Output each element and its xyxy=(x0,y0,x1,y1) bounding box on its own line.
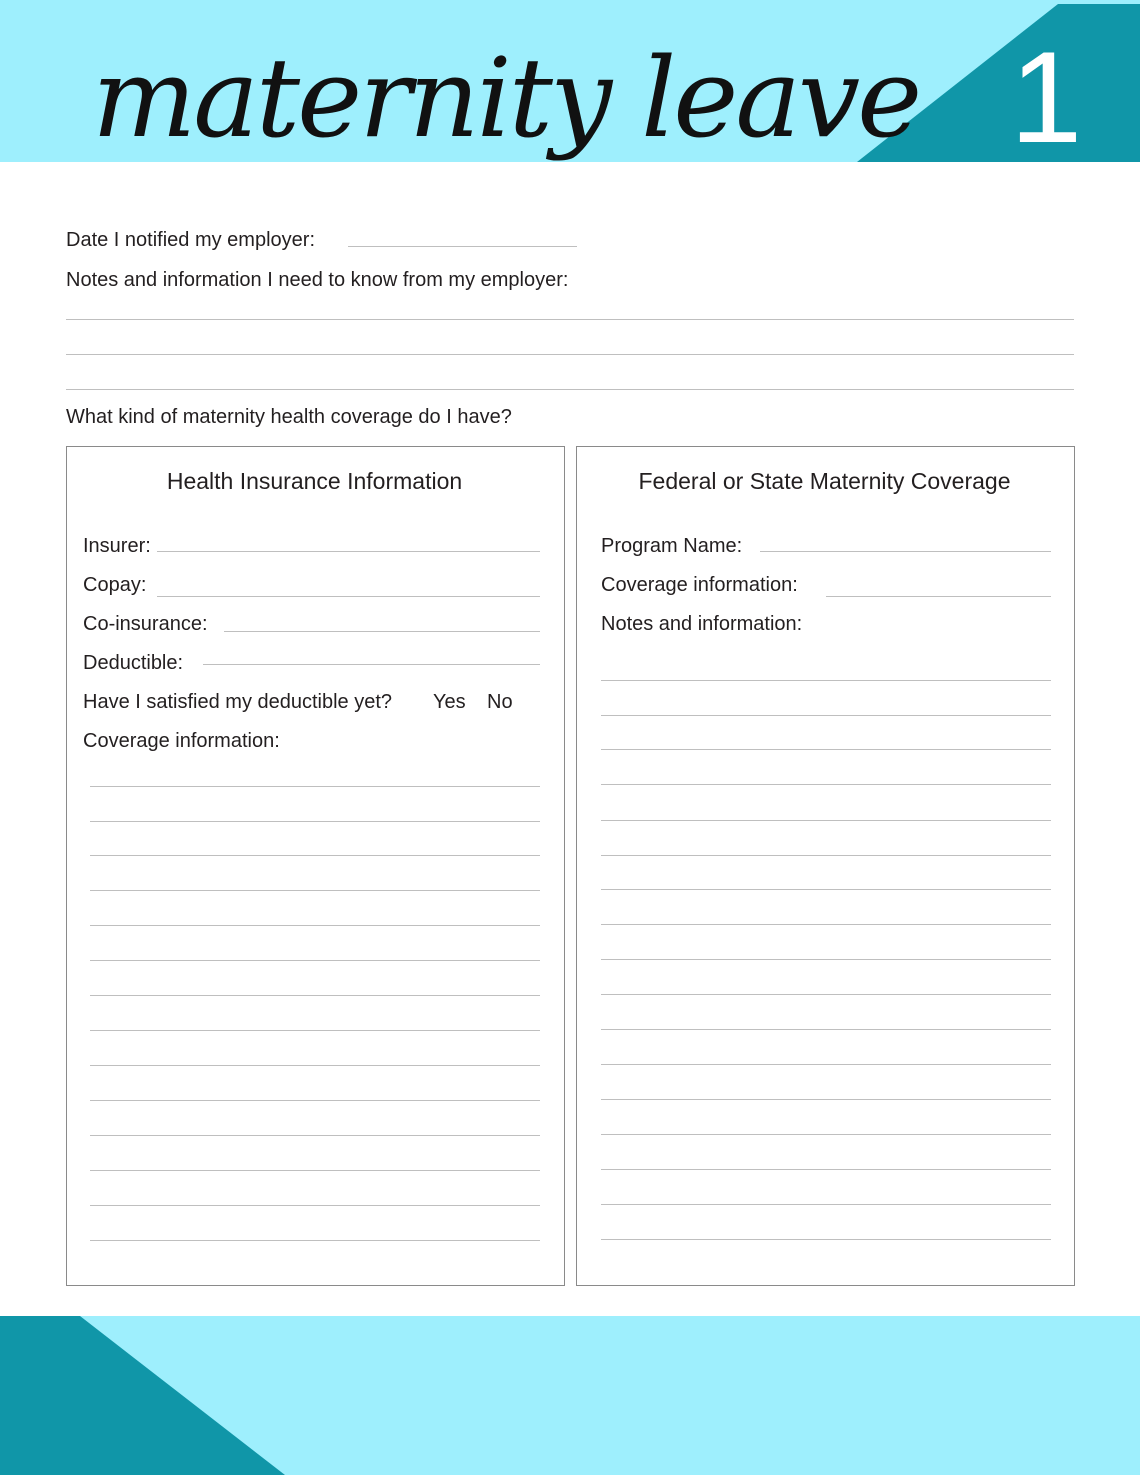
left-coverage-line[interactable] xyxy=(90,1065,540,1066)
footer-accent-shape xyxy=(0,1316,285,1475)
page-title: maternity leave xyxy=(92,34,920,162)
right-notes-line[interactable] xyxy=(601,855,1051,856)
left-coverage-line[interactable] xyxy=(90,925,540,926)
left-coverage-line[interactable] xyxy=(90,1135,540,1136)
right-notes-line[interactable] xyxy=(601,1134,1051,1135)
date-notified-label: Date I notified my employer: xyxy=(66,229,315,251)
deductible-yes-option[interactable]: Yes xyxy=(433,691,466,713)
coinsurance-field[interactable] xyxy=(224,631,540,632)
coverage-question-label: What kind of maternity health coverage do I have? xyxy=(66,406,512,428)
health-insurance-panel xyxy=(66,446,565,1286)
state-coverage-panel xyxy=(576,446,1075,1286)
right-notes-line[interactable] xyxy=(601,715,1051,716)
copay-field[interactable] xyxy=(157,596,540,597)
program-name-field[interactable] xyxy=(760,551,1051,552)
right-notes-line[interactable] xyxy=(601,959,1051,960)
employer-notes-line-2[interactable] xyxy=(66,354,1074,355)
right-coverage-info-field[interactable] xyxy=(826,596,1051,597)
right-notes-line[interactable] xyxy=(601,1029,1051,1030)
right-notes-line[interactable] xyxy=(601,994,1051,995)
right-notes-line[interactable] xyxy=(601,1239,1051,1240)
left-coverage-line[interactable] xyxy=(90,1030,540,1031)
right-notes-line[interactable] xyxy=(601,1099,1051,1100)
insurer-label: Insurer: xyxy=(83,535,151,557)
left-coverage-line[interactable] xyxy=(90,821,540,822)
right-notes-line[interactable] xyxy=(601,784,1051,785)
deductible-question-label: Have I satisfied my deductible yet? xyxy=(83,691,393,713)
footer-accent-triangle xyxy=(0,1316,1140,1475)
right-notes-line[interactable] xyxy=(601,680,1051,681)
insurer-field[interactable] xyxy=(157,551,540,552)
left-coverage-line[interactable] xyxy=(90,995,540,996)
employer-notes-line-3[interactable] xyxy=(66,389,1074,390)
right-notes-label: Notes and information: xyxy=(601,613,803,635)
state-coverage-title: Federal or State Maternity Coverage xyxy=(638,468,1011,494)
left-coverage-line[interactable] xyxy=(90,1240,540,1241)
health-insurance-title: Health Insurance Information xyxy=(166,468,463,494)
right-notes-line[interactable] xyxy=(601,820,1051,821)
employer-notes-label: Notes and information I need to know from my employer: xyxy=(66,269,569,291)
left-coverage-line[interactable] xyxy=(90,1205,540,1206)
left-coverage-line[interactable] xyxy=(90,786,540,787)
right-notes-line[interactable] xyxy=(601,889,1051,890)
deductible-field[interactable] xyxy=(203,664,540,665)
left-coverage-line[interactable] xyxy=(90,1170,540,1171)
left-coverage-info-label: Coverage information: xyxy=(83,730,280,752)
left-coverage-line[interactable] xyxy=(90,1100,540,1101)
left-coverage-line[interactable] xyxy=(90,855,540,856)
left-coverage-line[interactable] xyxy=(90,890,540,891)
copay-label: Copay: xyxy=(83,574,147,596)
right-notes-line[interactable] xyxy=(601,924,1051,925)
page-number: 1 xyxy=(1010,24,1083,170)
deductible-no-option[interactable]: No xyxy=(487,691,513,713)
employer-notes-line-1[interactable] xyxy=(66,319,1074,320)
right-notes-line[interactable] xyxy=(601,1169,1051,1170)
right-notes-line[interactable] xyxy=(601,1064,1051,1065)
left-coverage-line[interactable] xyxy=(90,960,540,961)
date-notified-field[interactable] xyxy=(348,246,577,247)
right-notes-line[interactable] xyxy=(601,749,1051,750)
coinsurance-label: Co-insurance: xyxy=(83,613,208,635)
right-coverage-info-label: Coverage information: xyxy=(601,574,798,596)
right-notes-line[interactable] xyxy=(601,1204,1051,1205)
deductible-label: Deductible: xyxy=(83,652,184,674)
program-name-label: Program Name: xyxy=(601,535,743,557)
